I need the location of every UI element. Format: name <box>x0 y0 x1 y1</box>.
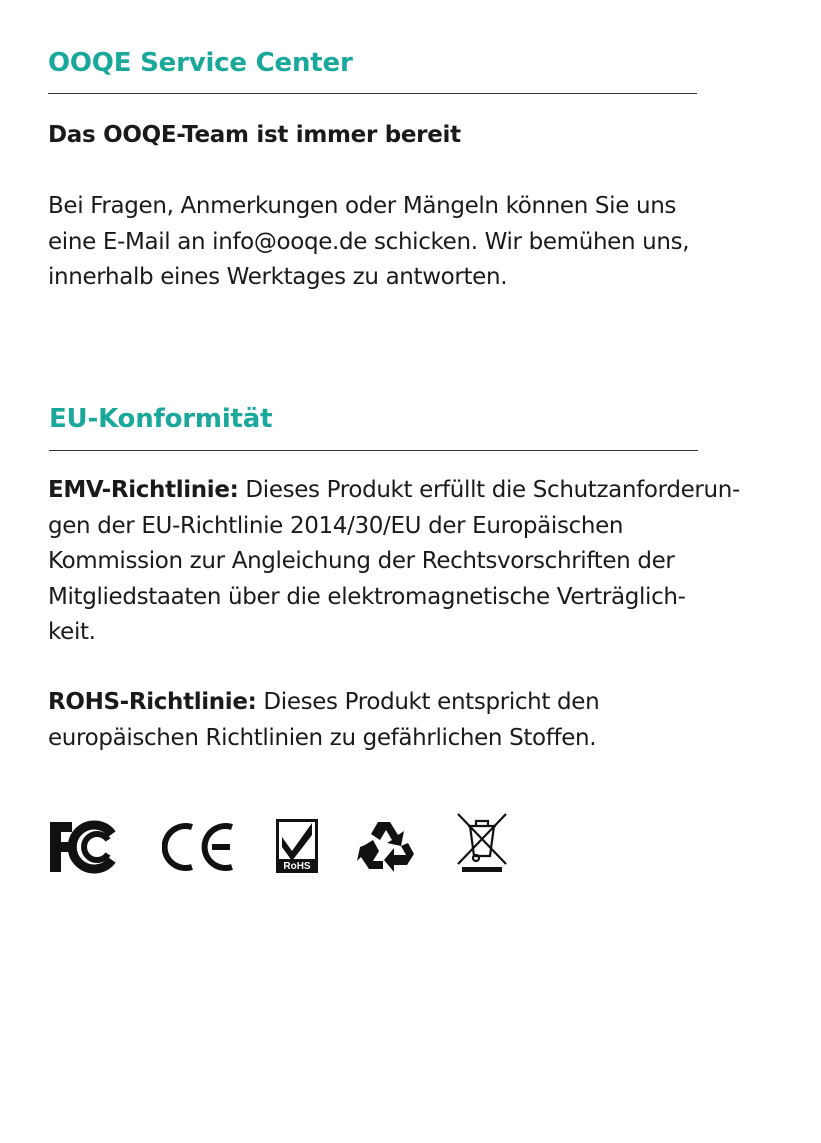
eu-conformity-heading: EU-Konformität <box>49 404 273 434</box>
emv-text-line: Dieses Produkt erfüllt die Schutzanforderun- <box>238 477 740 503</box>
ce-mark-icon <box>162 820 238 874</box>
service-subtitle: Das OOQE-Team ist immer bereit <box>48 122 461 148</box>
emv-paragraph <box>48 473 740 651</box>
rohs-text-line: europäischen Richtlinien zu gefährlichen Stoffen. <box>48 724 597 751</box>
service-body-line: innerhalb eines Werktages zu antworten. <box>48 264 508 290</box>
certification-logos <box>48 812 518 874</box>
emv-text-line: keit. <box>48 619 96 645</box>
rohs-text-line: Dieses Produkt entspricht den <box>256 689 600 715</box>
emv-text-line: gen der EU-Richtlinie 2014/30/EU der Europäischen <box>48 512 624 539</box>
emv-label: EMV-Richtlinie: <box>48 477 239 503</box>
rohs-label: ROHS-Richtlinie: <box>48 689 257 715</box>
service-body-line: eine E-Mail an info@ooqe.de schicken. Wir bemühen uns, <box>48 228 690 255</box>
emv-text-line: Mitgliedstaaten über die elektromagnetische Verträglich- <box>48 583 686 610</box>
fcc-logo-icon <box>48 820 124 874</box>
recycle-icon <box>356 818 416 874</box>
service-body-line: Bei Fragen, Anmerkungen oder Mängeln können Sie uns <box>48 193 677 219</box>
rohs-paragraph <box>48 685 599 756</box>
divider <box>48 93 697 94</box>
service-center-heading: OOQE Service Center <box>48 48 353 78</box>
weee-crossed-bin-icon <box>456 812 508 874</box>
service-body <box>48 189 689 296</box>
divider <box>49 450 698 451</box>
emv-text-line: Kommission zur Angleichung der Rechtsvorschriften der <box>48 548 675 574</box>
rohs-logo-text: RoHS <box>283 861 311 872</box>
rohs-logo-icon <box>276 819 318 873</box>
